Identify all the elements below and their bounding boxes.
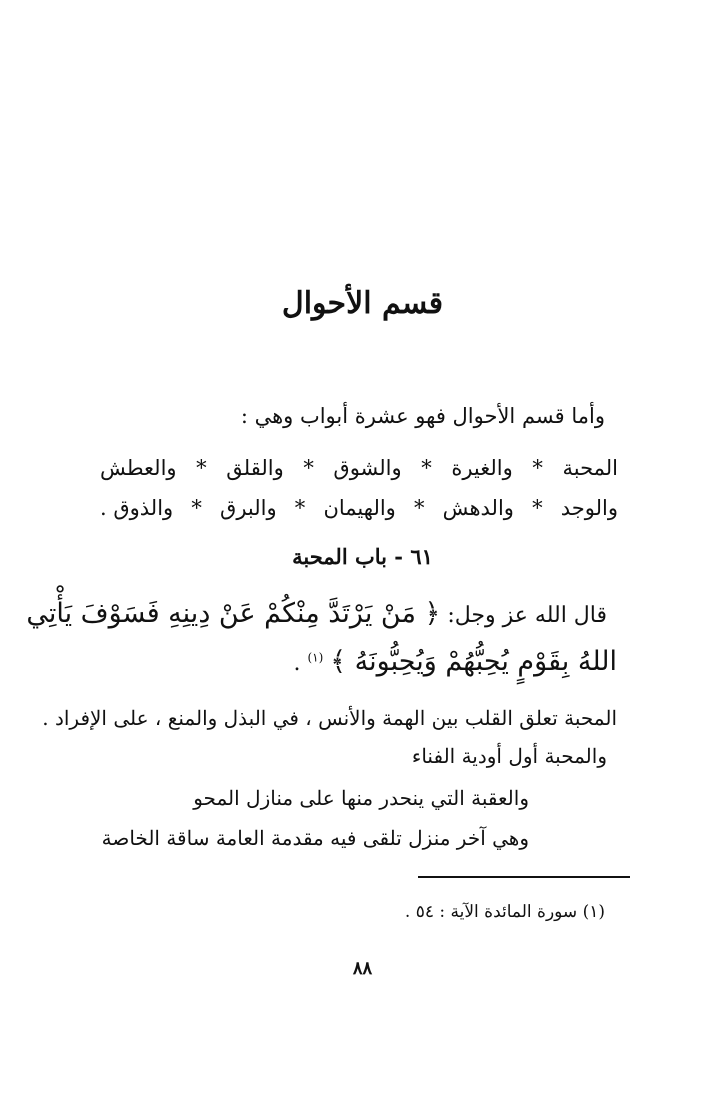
- list-item: والذوق .: [100, 496, 174, 520]
- quran-quote-line-1: [26, 598, 607, 629]
- states-list-line-1: [100, 456, 618, 480]
- paragraph-line: وهي آخر منزل تلقى فيه مقدمة العامة ساقة الخاصة: [101, 826, 529, 850]
- quran-verse-part-1: ﴿ مَنْ يَرْتَدَّ مِنْكُمْ عَنْ دِينِهِ فَسَوْفَ يَأْتِي: [26, 598, 441, 629]
- list-separator: *: [532, 456, 543, 480]
- list-separator: *: [294, 496, 306, 520]
- list-separator: *: [303, 456, 314, 480]
- list-item: والشوق: [333, 456, 402, 480]
- paragraph-line: والعقبة التي ينحدر منها على منازل المحو: [193, 786, 529, 810]
- footnote: (١) سورة المائدة الآية : ٥٤ .: [404, 902, 605, 922]
- list-separator: *: [421, 456, 432, 480]
- list-item: والعطش: [100, 456, 177, 480]
- list-item: المحبة: [562, 456, 618, 480]
- list-separator: *: [191, 496, 202, 520]
- list-item: والدهش: [442, 496, 514, 520]
- list-separator: *: [414, 496, 425, 520]
- quran-verse-part-2: اللهُ بِقَوْمٍ يُحِبُّهُمْ وَيُحِبُّونَهُ ﴾: [330, 646, 617, 677]
- quran-quote-line-2: [293, 646, 617, 677]
- list-item: والبرق: [220, 496, 277, 520]
- page-number: ٨٨: [352, 958, 373, 979]
- list-item: والقلق: [226, 456, 284, 480]
- footnote-divider: [418, 876, 630, 878]
- paragraph-line: والمحبة أول أودية الفناء: [411, 744, 607, 768]
- section-title: قسم الأحوال: [281, 286, 444, 321]
- chapter-heading: ٦١ - باب المحبة: [292, 544, 433, 569]
- quote-intro: قال الله عز وجل:: [447, 603, 607, 628]
- list-separator: *: [532, 496, 543, 520]
- list-separator: *: [196, 456, 207, 480]
- list-item: والوجد: [560, 496, 618, 520]
- verse-end-mark: .: [293, 651, 301, 676]
- paragraph-definition: المحبة تعلق القلب بين الهمة والأنس ، في البذل والمنع ، على الإفراد .: [42, 706, 617, 730]
- intro-text: وأما قسم الأحوال فهو عشرة أبواب وهي :: [240, 404, 605, 428]
- list-item: والهيمان: [323, 496, 396, 520]
- footnote-marker: (١): [307, 650, 324, 665]
- states-list-line-2: [100, 496, 618, 520]
- list-item: والغيرة: [451, 456, 513, 480]
